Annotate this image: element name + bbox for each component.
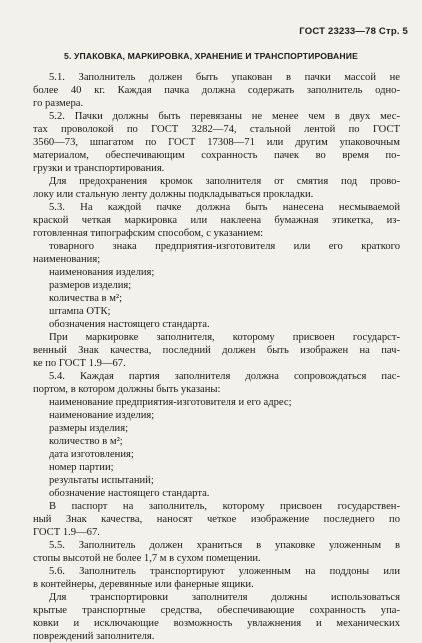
text-line: 5.5. Заполнитель должен храниться в упаковке уложенным в [49,540,400,551]
text-line: го размера. [33,98,84,109]
text-line: локу или стальную ленту должны подкладываться прокладки. [33,189,314,200]
text-line: наименование предприятия-изготовителя и его адрес; [49,397,292,408]
text-line: Для предохранения кромок заполнителя от смятия под прово- [49,176,400,187]
text-line: 5.2. Пачки должны быть перевязаны не менее чем в двух мес- [49,111,400,122]
text-line: повреждений заполнителя. [33,631,155,642]
text-line: товарного знака предприятия-изготовителя или его краткого [49,241,400,252]
page-header: ГОСТ 23233—78 Стр. 5 [299,26,408,37]
text-line: крытые транспортные средства, обеспечивающие сохранность упа- [33,605,400,616]
text-line: ке по ГОСТ 1.9—67. [33,358,126,369]
text-line: количества в м²; [49,293,123,304]
text-line: номер партии; [49,462,114,473]
text-line: в контейнеры, деревянные или фанерные ящики. [33,579,254,590]
text-line: обозначение настоящего стандарта. [49,488,210,499]
text-line: 3560—73, шпагатом по ГОСТ 17308—71 или другим упаковочным [33,137,400,148]
text-line: количество в м²; [49,436,123,447]
section-title: 5. УПАКОВКА, МАРКИРОВКА, ХРАНЕНИЕ И ТРАНСПОРТИРОВАНИЕ [64,51,358,61]
text-line: стопы высотой не более 1,7 м в сухом помещении. [33,553,261,564]
text-line: наименования изделия; [49,267,155,278]
text-line: обозначения настоящего стандарта. [49,319,210,330]
text-line: дата изготовления; [49,449,134,460]
text-line: наименование изделия; [49,410,155,421]
text-line: размеры изделия; [49,423,129,434]
text-line: портом, в котором должны быть указаны: [33,384,221,395]
text-line: 5.6. Заполнитель транспортируют уложенным на поддоны или [49,566,400,577]
text-line: штампа ОТК; [49,306,111,317]
text-line: наименования; [33,254,101,265]
text-line: ГОСТ 1.9—67. [33,527,100,538]
text-line: В паспорт на заполнитель, которому присвоен государствен- [49,501,400,512]
text-line: тах проволокой по ГОСТ 3282—74, стальной лентой по ГОСТ [33,124,400,135]
text-line: грузки и транспортирования. [33,163,165,174]
text-line: результаты испытаний; [49,475,154,486]
text-line: 5.4. Каждая партия заполнителя должна сопровождаться пас- [49,371,400,382]
text-line: Для транспортировки заполнителя должны использоваться [49,592,400,603]
text-line: размеров изделия; [49,280,132,291]
text-line: При маркировке заполнителя, которому присвоен государст- [49,332,400,343]
text-line: 5.1. Заполнитель должен быть упакован в пачки массой не [49,72,400,83]
text-line: более 40 кг. Каждая пачка должна содержать заполнитель одно- [33,85,400,96]
text-line: ный Знак качества, наносят четкое изображение последнего по [33,514,400,525]
text-line: ковки и исключающие возможность увлажнения и механических [33,618,400,629]
document-body [33,71,400,643]
text-line: венный Знак качества, последний должен быть изображен на пач- [33,345,400,356]
text-line: материалом, обеспечивающим сохранность пачек во время по- [33,150,400,161]
text-line: краской четкая маркировка или наклеена бумажная этикетка, из- [33,215,400,226]
text-line: готовленная типографским способом, с указанием: [33,228,264,239]
text-line: 5.3. На каждой пачке должна быть нанесена несмываемой [49,202,400,213]
